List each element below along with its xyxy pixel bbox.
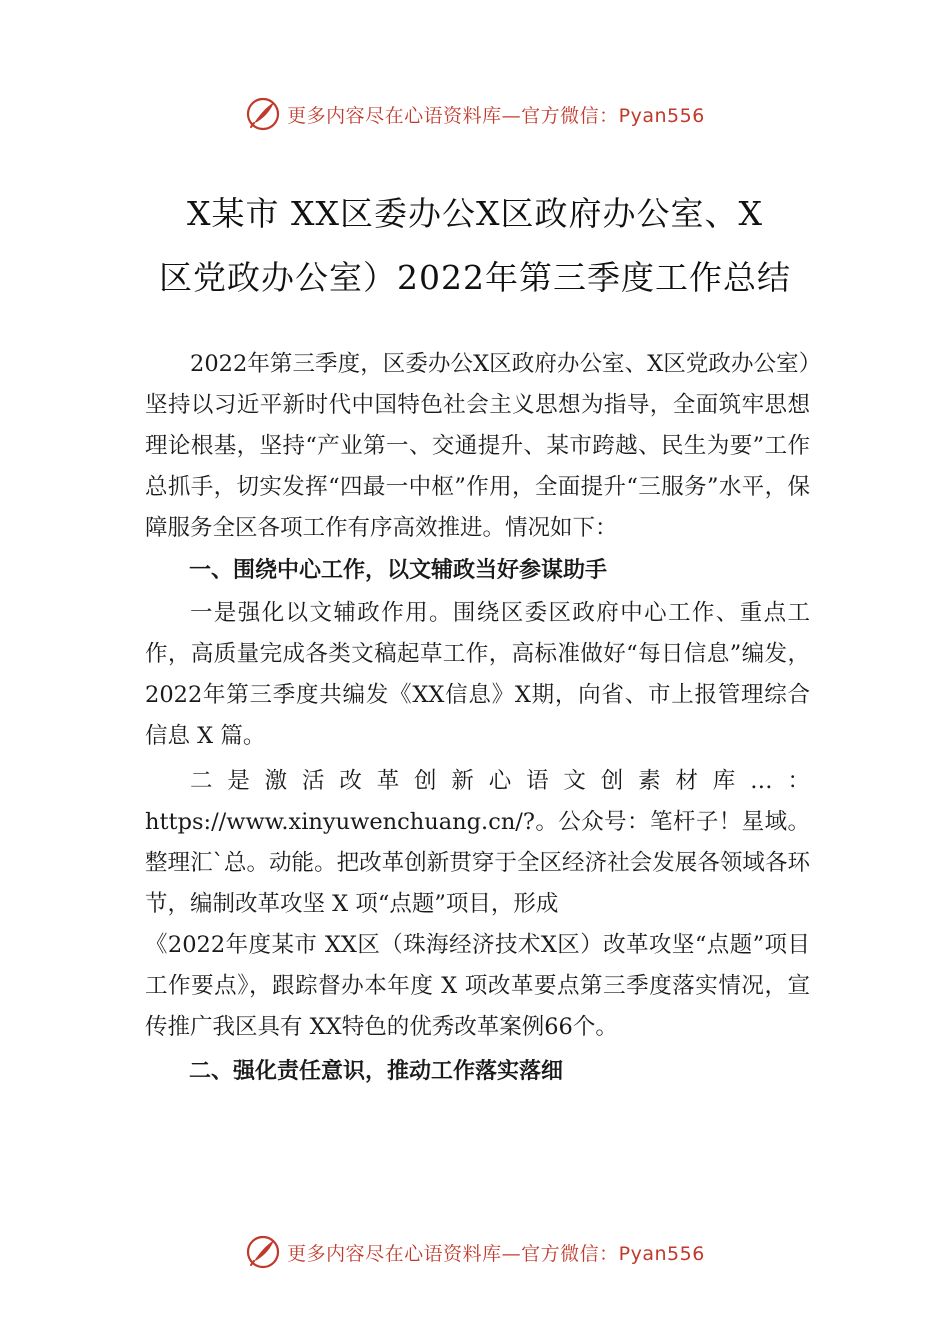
banner-wechat-id: Pyan556 [618, 1242, 705, 1265]
quill-logo-icon [245, 1234, 281, 1270]
section-1-heading: 一、围绕中心工作，以文辅政当好参谋助手 [189, 558, 608, 583]
footer-banner [0, 1230, 950, 1274]
document-body [145, 344, 810, 1094]
banner-text [287, 1239, 705, 1266]
banner-wechat-id: Pyan556 [618, 104, 705, 127]
banner-label: 更多内容尽在心语资料库—官方微信： [287, 104, 619, 127]
title-line-2: 区党政办公室）2022年第三季度工作总结 [159, 258, 791, 297]
header-banner [0, 92, 950, 136]
title-line-1: X某市 XX区委办公X区政府办公室、X [187, 194, 763, 233]
paragraph-2 [145, 761, 810, 1048]
paragraph-2-part-b: 《2022年度某市 XX区（珠海经济技术X区）改革攻坚“点题”项目工作要点》，跟踪督办本年度 X 项改革要点第三季度落实情况，宣传推广我区具有 XX特色的优秀改革案例66个。 [145, 932, 810, 1040]
document-title [120, 182, 830, 310]
intro-paragraph: 2022年第三季度，区委办公X区政府办公室、X区党政办公室）坚持以习近平新时代中国特色社会主义思想为指导，全面筑牢思想理论根基，坚持“产业第一、交通提升、某市跨越、民生为要”工作总抓手，切实发挥“四最一中枢”作用，全面提升“三服务”水平，保障服务全区各项工作有序高效推进。情况如下： [145, 351, 810, 541]
section-2-heading: 二、强化责任意识，推动工作落实落细 [189, 1059, 564, 1084]
paragraph-2-part-a: 二是激活改革创新心语文创素材库…：https://www.xinyuwenchuang.cn/?。公众号：笔杆子！星域。整理汇`总。动能。把改革创新贯穿于全区经济社会发展各领域各环节，编制改革攻坚 X 项“点题”项目，形成 [145, 768, 810, 917]
banner-text [287, 101, 705, 128]
quill-logo-icon [245, 96, 281, 132]
banner-label: 更多内容尽在心语资料库—官方微信： [287, 1242, 619, 1265]
paragraph-1: 一是强化以文辅政作用。围绕区委区政府中心工作、重点工作，高质量完成各类文稿起草工作，高标准做好“每日信息”编发，2022年第三季度共编发《XX信息》X期，向省、市上报管理综合信息 X 篇。 [145, 600, 810, 749]
